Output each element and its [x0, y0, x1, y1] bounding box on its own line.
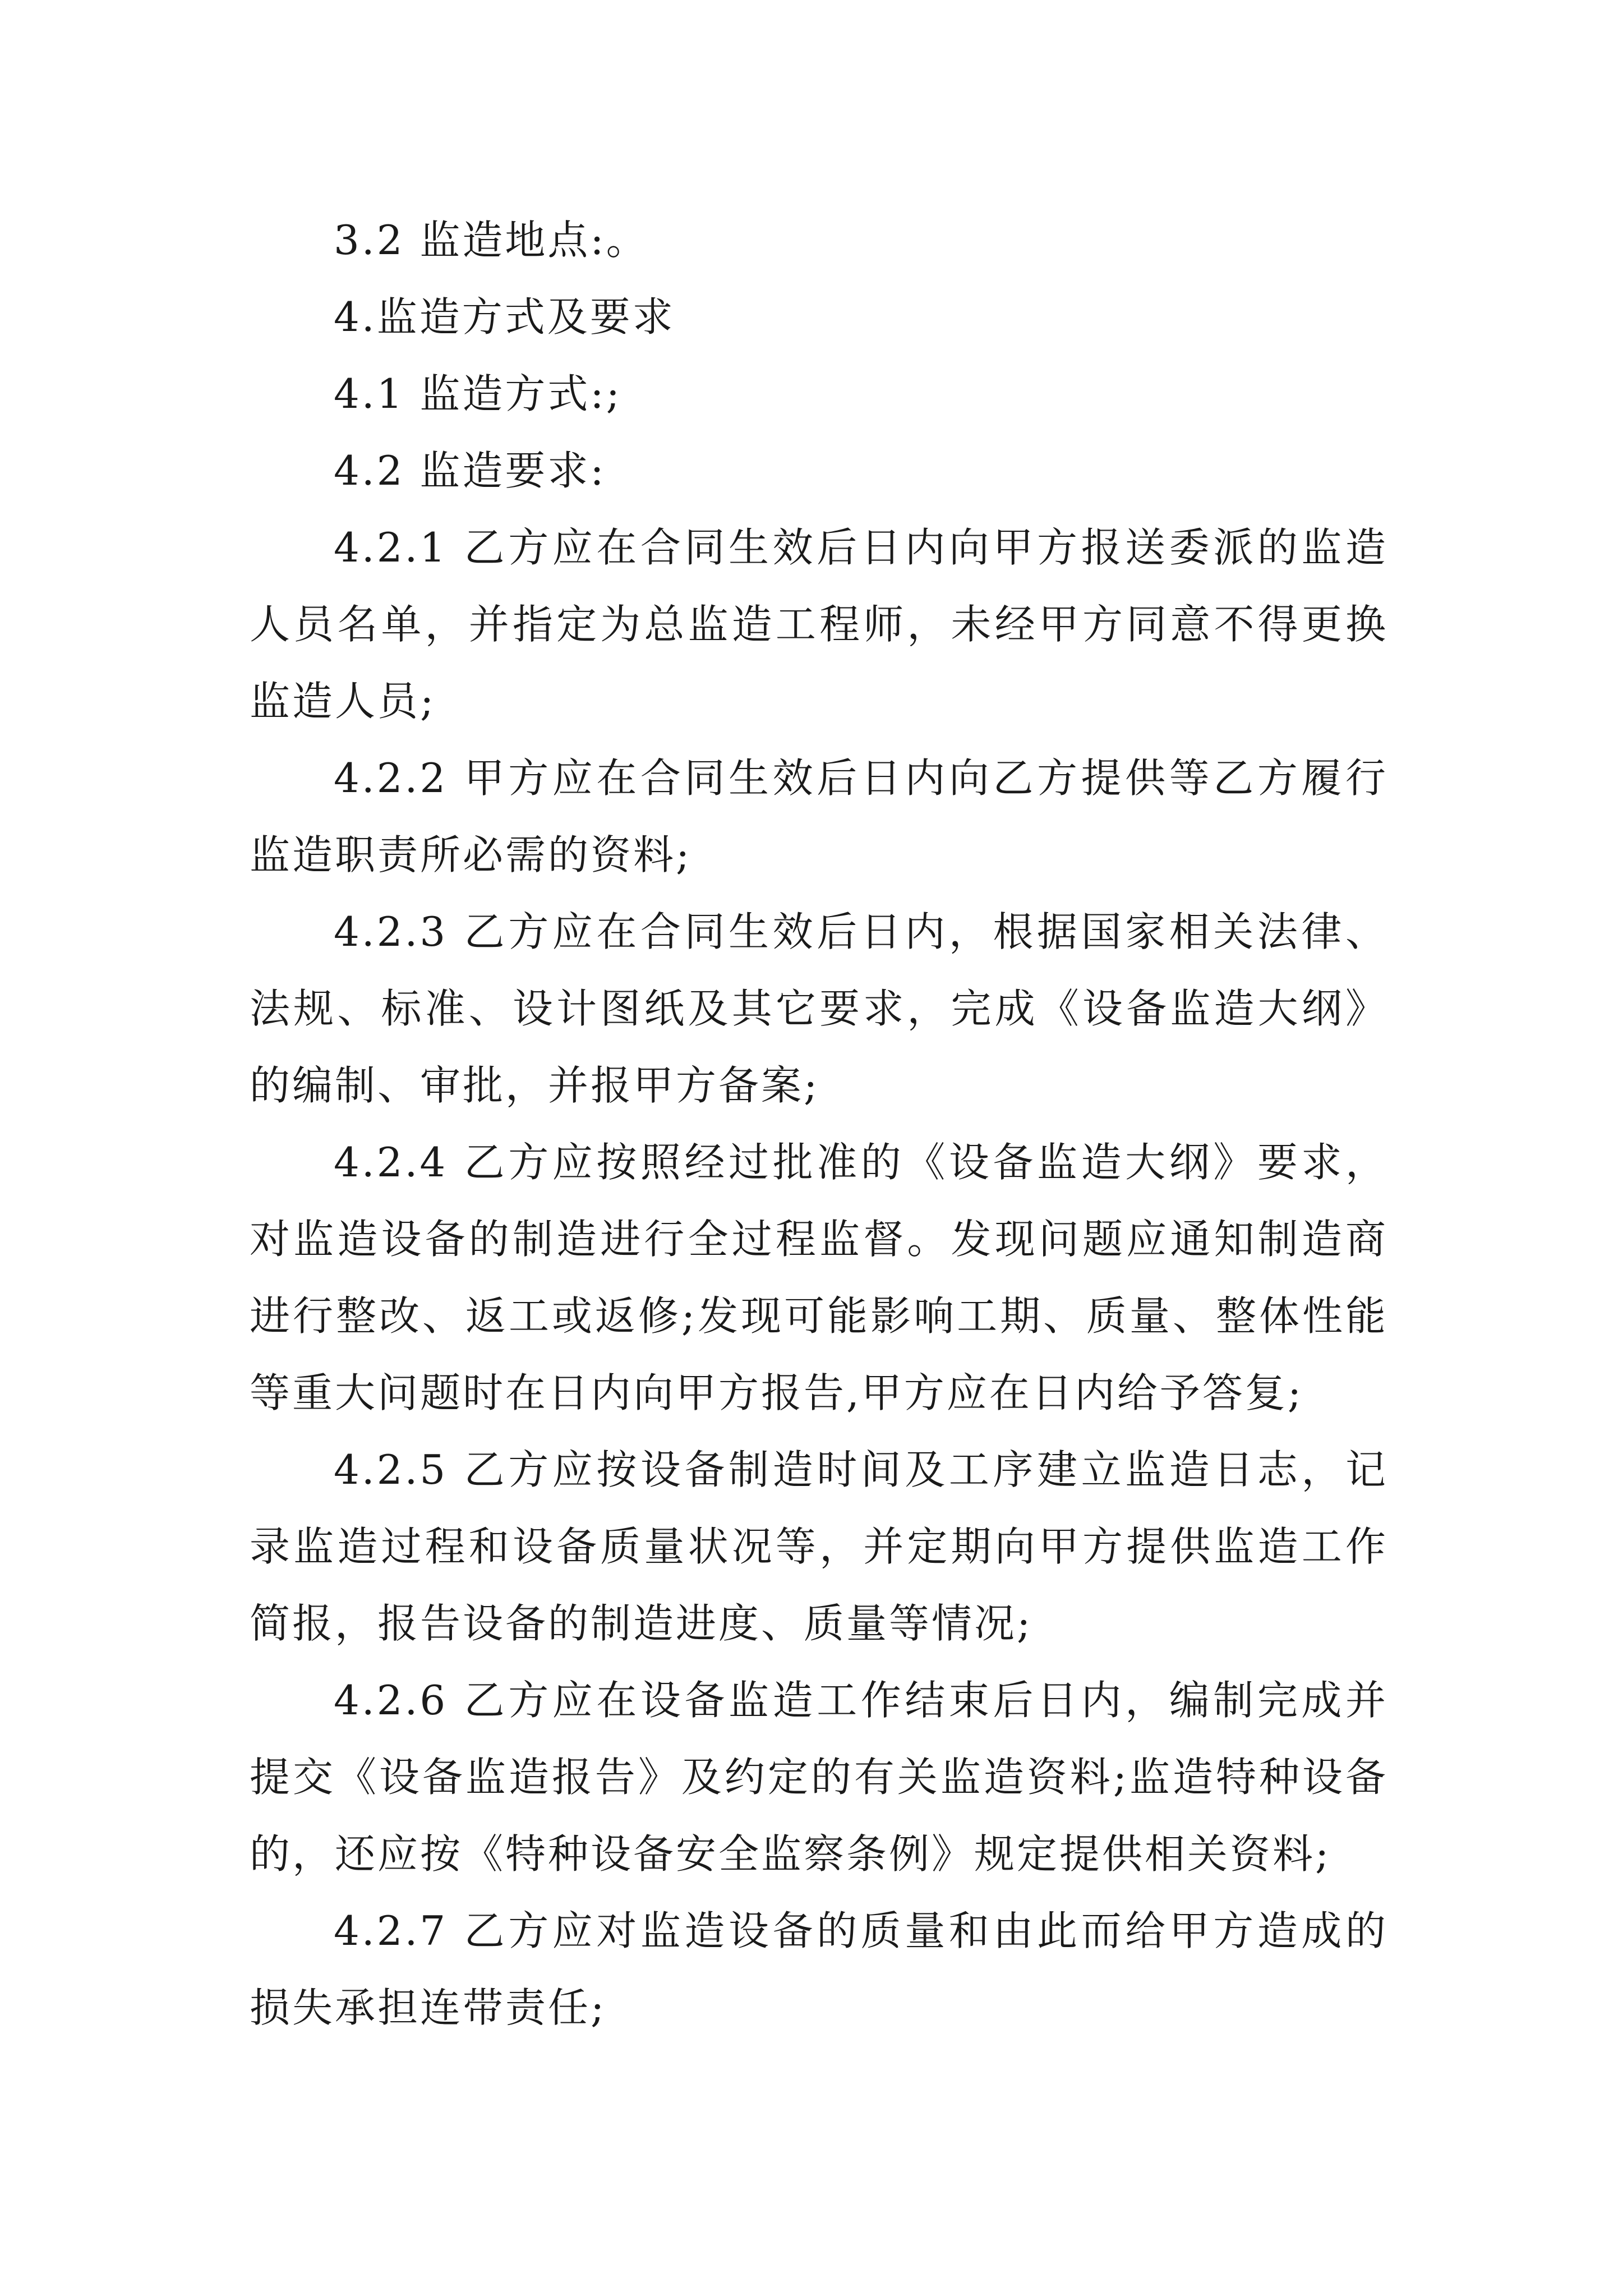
paragraph-3-2: 3.2 监造地点:。 [334, 217, 649, 264]
document-body [250, 202, 1388, 2046]
paragraph-4-2-4: 4.2.4 乙方应按照经过批准的《设备监造大纲》要求，对监造设备的制造进行全过程监督。发现问题应通知制造商进行整改、返工或返修;发现可能影响工期、质量、整体性能等重大问题时在日内向甲方报告,甲方应在日内给予答复; [250, 1139, 1388, 1416]
paragraph-4-1: 4.1 监造方式:; [334, 370, 622, 417]
heading-4: 4.监造方式及要求 [334, 293, 675, 341]
paragraph-4-2-6: 4.2.6 乙方应在设备监造工作结束后日内，编制完成并提交《设备监造报告》及约定的有关监造资料;监造特种设备的，还应按《特种设备安全监察条例》规定提供相关资料; [250, 1677, 1388, 1878]
paragraph-4-2-5: 4.2.5 乙方应按设备制造时间及工序建立监造日志，记录监造过程和设备质量状况等，并定期向甲方提供监造工作简报，报告设备的制造进度、质量等情况; [250, 1446, 1388, 1647]
paragraph-4-2-2: 4.2.2 甲方应在合同生效后日内向乙方提供等乙方履行监造职责所必需的资料; [250, 754, 1388, 878]
paragraph-4-2-3: 4.2.3 乙方应在合同生效后日内，根据国家相关法律、法规、标准、设计图纸及其它要求，完成《设备监造大纲》的编制、审批，并报甲方备案; [250, 908, 1388, 1109]
paragraph-4-2-7: 4.2.7 乙方应对监造设备的质量和由此而给甲方造成的损失承担连带责任; [250, 1907, 1388, 2031]
paragraph-4-2: 4.2 监造要求: [334, 447, 606, 494]
paragraph-4-2-1: 4.2.1 乙方应在合同生效后日内向甲方报送委派的监造人员名单，并指定为总监造工程师，未经甲方同意不得更换监造人员; [250, 524, 1388, 725]
